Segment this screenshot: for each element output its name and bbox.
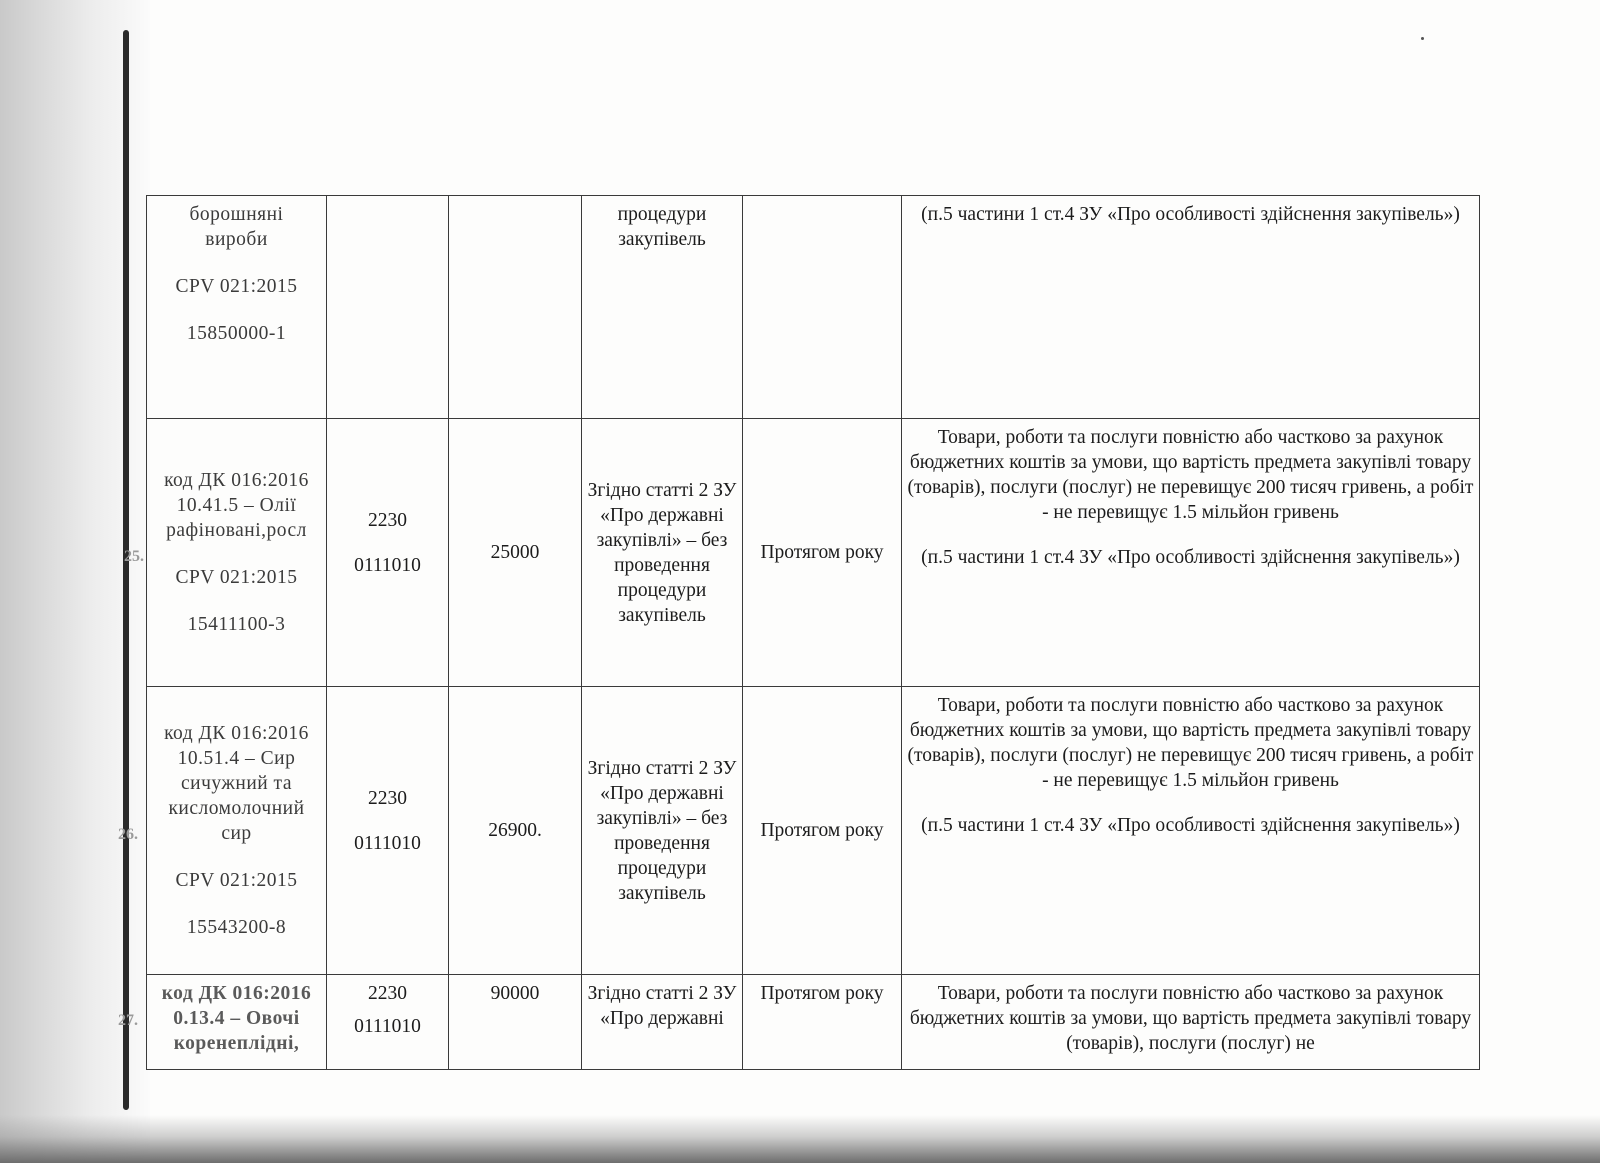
item-line: сичужний та xyxy=(181,773,292,794)
amount-value: 90000 xyxy=(490,983,540,1004)
item-line: кисломолочний xyxy=(168,798,305,819)
kekv-code: 2230 xyxy=(368,787,407,809)
procedure-text: Згідно статті 2 ЗУ «Про державні закупівлі» – без проведення процедури закупівель xyxy=(587,479,737,626)
amount-value: 26900. xyxy=(488,820,542,841)
term-text: Протягом року xyxy=(760,820,884,841)
kpk-code: 0111010 xyxy=(354,832,421,854)
cpv-label: CPV 021:2015 xyxy=(175,276,298,297)
kekv-cell xyxy=(327,419,449,687)
cpv-code: 15543200-8 xyxy=(186,917,287,938)
procedure-cell xyxy=(582,975,743,1070)
kpk-code: 0111010 xyxy=(354,1016,421,1037)
item-line: 0.13.4 – Овочі xyxy=(173,1008,300,1029)
row-number: 27. xyxy=(118,1012,138,1029)
scan-speck xyxy=(1421,37,1424,40)
basis-cell xyxy=(902,196,1480,419)
procedure-cell xyxy=(582,687,743,975)
basis-text: Товари, роботи та послуги повністю або частково за рахунок бюджетних коштів за умови, що вартість предмета закупівлі товару (товарів), послуги (послуг) не перевищує 200 тисяч гривень, а робіт - не перевищує 1.5 мільйон гривень xyxy=(907,695,1474,791)
procedure-text: Згідно статті 2 ЗУ «Про державні закупівлі» – без проведення процедури закупівель xyxy=(587,757,737,904)
item-line: код ДК 016:2016 xyxy=(164,470,309,491)
table-row xyxy=(147,419,1480,687)
term-cell xyxy=(743,196,902,419)
amount-cell xyxy=(449,687,582,975)
kekv-cell xyxy=(327,196,449,419)
term-cell xyxy=(743,419,902,687)
cpv-label: CPV 021:2015 xyxy=(175,567,298,588)
amount-cell xyxy=(449,419,582,687)
term-text: Протягом року xyxy=(760,542,884,563)
item-cell xyxy=(147,419,327,687)
basis-reference: (п.5 частини 1 ст.4 ЗУ «Про особливості здійснення закупівель») xyxy=(921,815,1460,836)
procedure-cell xyxy=(582,196,743,419)
kekv-cell xyxy=(327,687,449,975)
row-number: 26. xyxy=(118,826,138,843)
amount-value: 25000 xyxy=(490,542,540,563)
item-line: сир xyxy=(221,823,252,844)
item-line: вироби xyxy=(205,229,268,250)
basis-cell xyxy=(902,975,1480,1070)
item-line: код ДК 016:2016 xyxy=(161,983,312,1004)
basis-cell xyxy=(902,419,1480,687)
term-cell xyxy=(743,687,902,975)
basis-text: Товари, роботи та послуги повністю або частково за рахунок бюджетних коштів за умови, що вартість предмета закупівлі товару (товарів), послуги (послуг) не перевищує 200 тисяч гривень, а робіт - не перевищує 1.5 мільйон гривень xyxy=(907,427,1474,523)
amount-cell xyxy=(449,975,582,1070)
procedure-text: процедури закупівель xyxy=(617,204,707,250)
procedure-cell xyxy=(582,419,743,687)
kekv-code: 2230 xyxy=(368,509,407,531)
item-line: рафіновані,росл xyxy=(166,520,307,541)
amount-cell xyxy=(449,196,582,419)
row-number: 25. xyxy=(124,548,144,565)
basis-reference: (п.5 частини 1 ст.4 ЗУ «Про особливості здійснення закупівель») xyxy=(921,204,1460,225)
item-line: 10.41.5 – Олії xyxy=(176,495,297,516)
item-line: 10.51.4 – Сир xyxy=(177,748,296,769)
table-row xyxy=(147,196,1480,419)
cpv-code: 15850000-1 xyxy=(186,323,287,344)
kpk-code: 0111010 xyxy=(354,554,421,576)
item-cell xyxy=(147,975,327,1070)
procedure-text: Згідно статті 2 ЗУ «Про державні xyxy=(587,983,737,1029)
binding-spine xyxy=(123,30,129,1110)
kekv-cell xyxy=(327,975,449,1070)
item-line: коренеплідні, xyxy=(173,1033,300,1054)
table-row xyxy=(147,687,1480,975)
item-line: код ДК 016:2016 xyxy=(164,723,309,744)
item-cell xyxy=(147,687,327,975)
table-row xyxy=(147,975,1480,1070)
term-cell xyxy=(743,975,902,1070)
kekv-code: 2230 xyxy=(368,983,407,1004)
basis-cell xyxy=(902,687,1480,975)
cpv-label: CPV 021:2015 xyxy=(175,870,298,891)
item-cell xyxy=(147,196,327,419)
basis-text: Товари, роботи та послуги повністю або частково за рахунок бюджетних коштів за умови, що вартість предмета закупівлі товару (товарів), послуги (послуг) не xyxy=(909,983,1472,1054)
item-line: борошняні xyxy=(189,204,284,225)
basis-reference: (п.5 частини 1 ст.4 ЗУ «Про особливості здійснення закупівель») xyxy=(921,547,1460,568)
scan-bottom-shadow xyxy=(0,1115,1600,1163)
term-text: Протягом року xyxy=(760,983,884,1004)
cpv-code: 15411100-3 xyxy=(187,614,286,635)
procurement-plan-table xyxy=(146,195,1480,1070)
